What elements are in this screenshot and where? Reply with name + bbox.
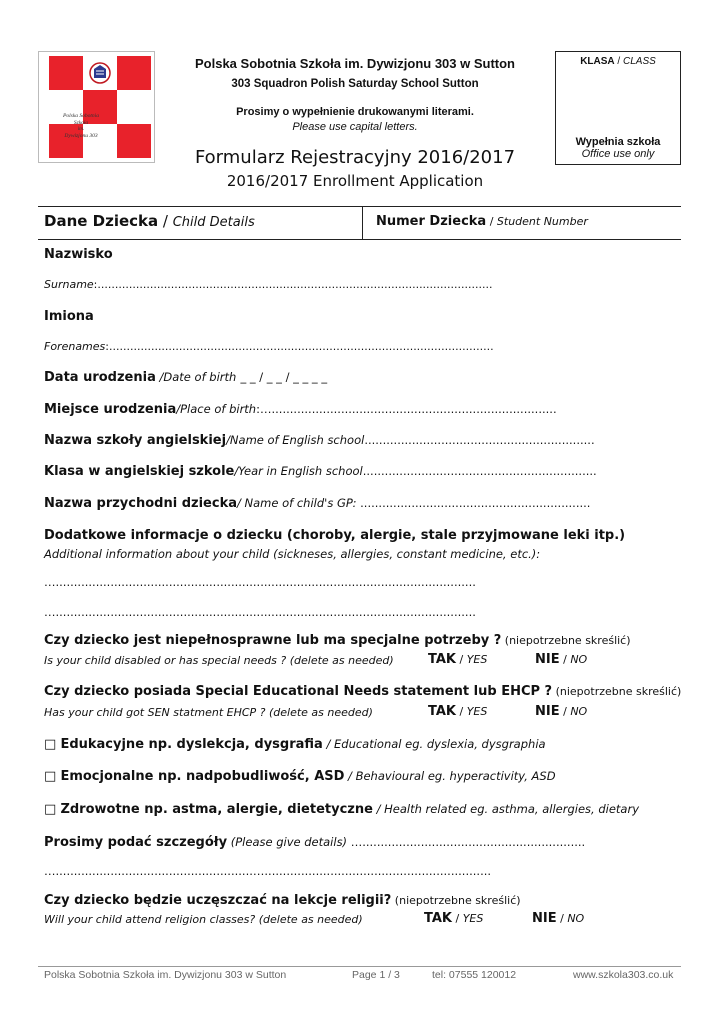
school-logo	[49, 56, 151, 158]
religion-no-option[interactable]: NIE / NO	[532, 911, 585, 926]
section-bottom-rule	[38, 239, 681, 240]
section-top-rule	[38, 206, 681, 207]
sen-question: Czy dziecko posiada Special Educational Needs statement lub EHCP ? (niepotrzebne skreślić)	[44, 684, 682, 699]
school-name-pl: Polska Sobotnia Szkoła im. Dywizjonu 303 w Sutton	[195, 56, 515, 71]
check-emotional[interactable]: □ Emocjonalne np. nadpobudliwość, ASD / Behavioural eg. hyperactivity, ASD	[44, 769, 556, 784]
form-subtitle: 2016/2017 Enrollment Application	[226, 172, 484, 190]
crest-text: Polska Sobotnia Szkoła im. Dywizjonu 303	[63, 113, 99, 139]
gp-field[interactable]: Nazwa przychodni dziecka/ Name of child's GP: ...............................................................	[44, 496, 591, 511]
religion-question-en: Will your child attend religion classes? (delete as needed)	[44, 913, 363, 926]
form-title: Formularz Rejestracyjny 2016/2017	[194, 147, 516, 168]
student-number-label: Numer Dziecka / Student Number	[376, 214, 588, 229]
forenames-label: Imiona	[44, 309, 94, 324]
instruction-pl: Prosimy o wypełnienie drukowanymi literami.	[236, 106, 474, 118]
check-educational[interactable]: □ Edukacyjne np. dyslekcja, dysgrafia / Educational eg. dyslexia, dysgraphia	[44, 737, 546, 752]
section-divider	[362, 206, 363, 239]
school-name-en: 303 Squadron Polish Saturday School Sutton	[231, 78, 479, 90]
disabled-question: Czy dziecko jest niepełnosprawne lub ma specjalne potrzeby ? (niepotrzebne skreślić)	[44, 633, 631, 648]
logo-red-square	[117, 56, 151, 90]
sen-no-option[interactable]: NIE / NO	[535, 704, 588, 719]
disabled-yes-option[interactable]: TAK / YES	[428, 652, 488, 667]
surname-label: Nazwisko	[44, 247, 113, 262]
office-use-label: Wypełnia szkoła Office use only	[575, 136, 661, 160]
forenames-field[interactable]: Forenames:..............................................................................................................	[44, 340, 494, 353]
sen-yes-option[interactable]: TAK / YES	[428, 704, 488, 719]
disabled-question-en: Is your child disabled or has special needs ? (delete as needed)	[44, 654, 394, 667]
logo-red-square	[117, 124, 151, 158]
checkbox-icon: □	[44, 737, 57, 752]
logo-red-square	[49, 56, 83, 90]
checkbox-icon: □	[44, 769, 57, 784]
additional-info-line[interactable]: …...................................................................................................................	[44, 575, 476, 589]
additional-info-label: Dodatkowe informacje o dziecku (choroby, alergie, stale przyjmowane leki itp.)	[44, 528, 626, 543]
details-field[interactable]: Prosimy podać szczegóły (Please give details) ….............................................................	[44, 835, 586, 850]
religion-question: Czy dziecko będzie uczęszczać na lekcje religii? (niepotrzebne skreślić)	[44, 893, 521, 908]
disabled-no-option[interactable]: NIE / NO	[535, 652, 588, 667]
footer-school: Polska Sobotnia Szkoła im. Dywizjonu 303 w Sutton	[44, 969, 287, 981]
class-label: KLASA / CLASS	[580, 56, 656, 67]
english-school-field[interactable]: Nazwa szkoły angielskiej/Name of English school...............................................................	[44, 433, 595, 448]
pob-field[interactable]: Miejsce urodzenia/Place of birth:…..............................................................................	[44, 402, 557, 417]
additional-info-line[interactable]: …...................................................................................................................	[44, 605, 476, 619]
check-health[interactable]: □ Zdrowotne np. astma, alergie, dietetyczne / Health related eg. asthma, allergies, dietary	[44, 802, 639, 817]
dob-field[interactable]: Data urodzenia /Date of birth _ _ / _ _ / _ _ _ _	[44, 370, 328, 385]
english-year-field[interactable]: Klasa w angielskiej szkole/Year in English school................................................................	[44, 464, 597, 479]
details-line[interactable]: …......................................................…..............................................................	[44, 864, 492, 878]
religion-yes-option[interactable]: TAK / YES	[424, 911, 484, 926]
footer-rule	[38, 966, 681, 967]
sen-question-en: Has your child got SEN statment EHCP ? (delete as needed)	[44, 706, 373, 719]
instruction-en: Please use capital letters.	[292, 121, 418, 133]
additional-info-label-en: Additional information about your child (sickneses, allergies, constant medicine, etc.):	[44, 547, 541, 561]
surname-field[interactable]: Surname:.................................................................................................................	[44, 278, 493, 291]
footer-tel: tel: 07555 120012	[432, 969, 517, 981]
checkbox-icon: □	[44, 802, 57, 817]
footer-web[interactable]: www.szkola303.co.uk	[573, 969, 674, 981]
section-title: Dane Dziecka / Child Details	[44, 212, 255, 230]
class-box	[555, 51, 681, 165]
footer-page: Page 1 / 3	[352, 969, 400, 981]
